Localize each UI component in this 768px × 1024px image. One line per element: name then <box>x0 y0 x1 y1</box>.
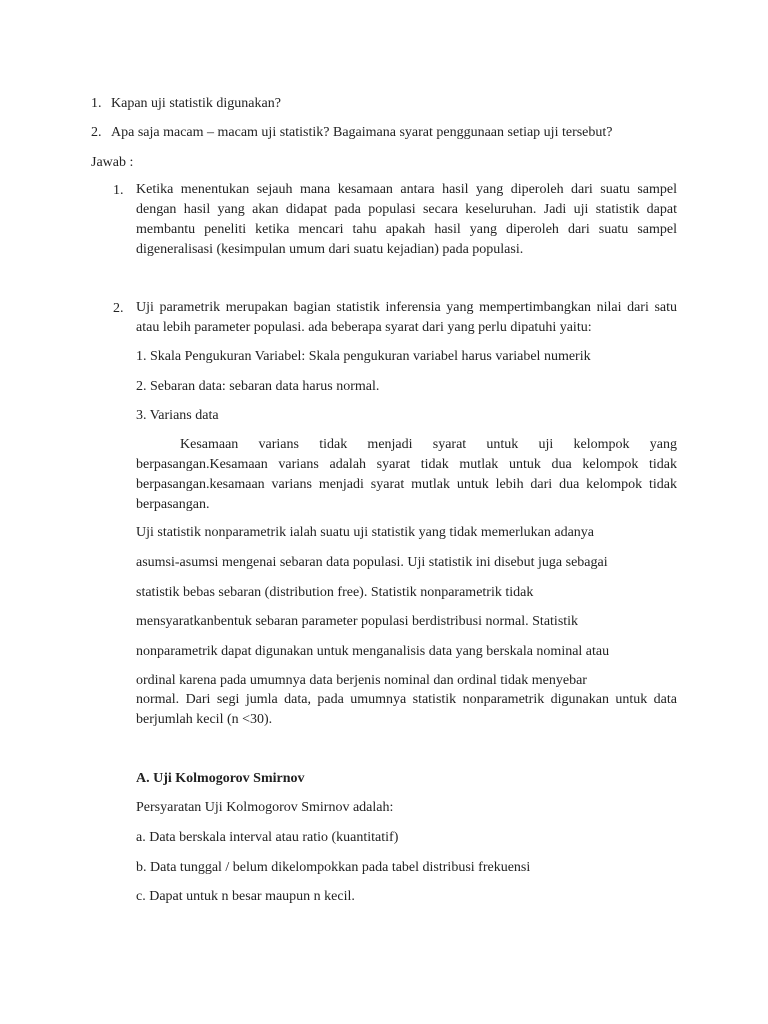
nonparam-line-1: Uji statistik nonparametrik ialah suatu uji statistik yang tidak memerlukan adanya <box>136 525 595 540</box>
question-1-text: Kapan uji statistik digunakan? <box>111 96 281 111</box>
answer-2-number: 2. <box>113 301 124 316</box>
question-2-number: 2. <box>91 125 102 140</box>
nonparam-line-6: ordinal karena pada umumnya data berjenis nominal dan ordinal tidak menyebar <box>136 673 587 688</box>
answer-1-text: Ketika menentukan sejauh mana kesamaan antara hasil yang diperoleh dari suatu sampel dengan hasil yang akan didapat pada populasi secara keseluruhan. Jadi uji statistik dapat membantu peneliti ketika mencari tahu apakah hasil yang diperoleh dari suatu sampel digeneralisasi (kesimpulan umum dari suatu kejadian) pada populasi. <box>136 182 677 257</box>
nonparam-line-5: nonparametrik dapat digunakan untuk menganalisis data yang berskala nominal atau <box>136 644 610 659</box>
answer-1-number: 1. <box>113 183 124 198</box>
varians-paragraph: Kesamaan varians tidak menjadi syarat untuk uji kelompok yang berpasangan.Kesamaan varians adalah syarat tidak mutlak untuk dua kelompok tidak berpasangan.kesamaan varians menjadi syarat mutlak untuk lebih dari dua kelompok tidak berpasangan. <box>136 437 677 512</box>
question-1-number: 1. <box>91 96 102 111</box>
nonparam-line-3: statistik bebas sebaran (distribution free). Statistik nonparametrik tidak <box>136 585 534 600</box>
syarat-item-3: 3. Varians data <box>136 408 219 423</box>
section-ks-item-c: c. Dapat untuk n besar maupun n kecil. <box>136 889 355 904</box>
nonparam-tail: normal. Dari segi jumla data, pada umumnya statistik nonparametrik digunakan untuk data berjumlah kecil (n <30). <box>136 692 677 727</box>
syarat-item-2: 2. Sebaran data: sebaran data harus normal. <box>136 379 380 394</box>
section-ks-item-a: a. Data berskala interval atau ratio (kuantitatif) <box>136 830 399 845</box>
section-ks-heading: A. Uji Kolmogorov Smirnov <box>136 771 305 786</box>
syarat-item-1: 1. Skala Pengukuran Variabel: Skala pengukuran variabel harus variabel numerik <box>136 349 591 364</box>
nonparam-line-2: asumsi-asumsi mengenai sebaran data populasi. Uji statistik ini disebut juga sebagai <box>136 555 608 570</box>
nonparam-line-4: mensyaratkanbentuk sebaran parameter populasi berdistribusi normal. Statistik <box>136 614 579 629</box>
question-2-text: Apa saja macam – macam uji statistik? Bagaimana syarat penggunaan setiap uji tersebut? <box>111 125 613 140</box>
section-ks-item-b: b. Data tunggal / belum dikelompokkan pada tabel distribusi frekuensi <box>136 860 531 875</box>
section-ks-intro: Persyaratan Uji Kolmogorov Smirnov adalah: <box>136 800 394 815</box>
answer-2-text: Uji parametrik merupakan bagian statistik inferensia yang mempertimbangkan nilai dari satu atau lebih parameter populasi. ada beberapa syarat dari yang perlu dipatuhi yaitu: <box>136 300 677 335</box>
jawab-label: Jawab : <box>91 155 134 170</box>
